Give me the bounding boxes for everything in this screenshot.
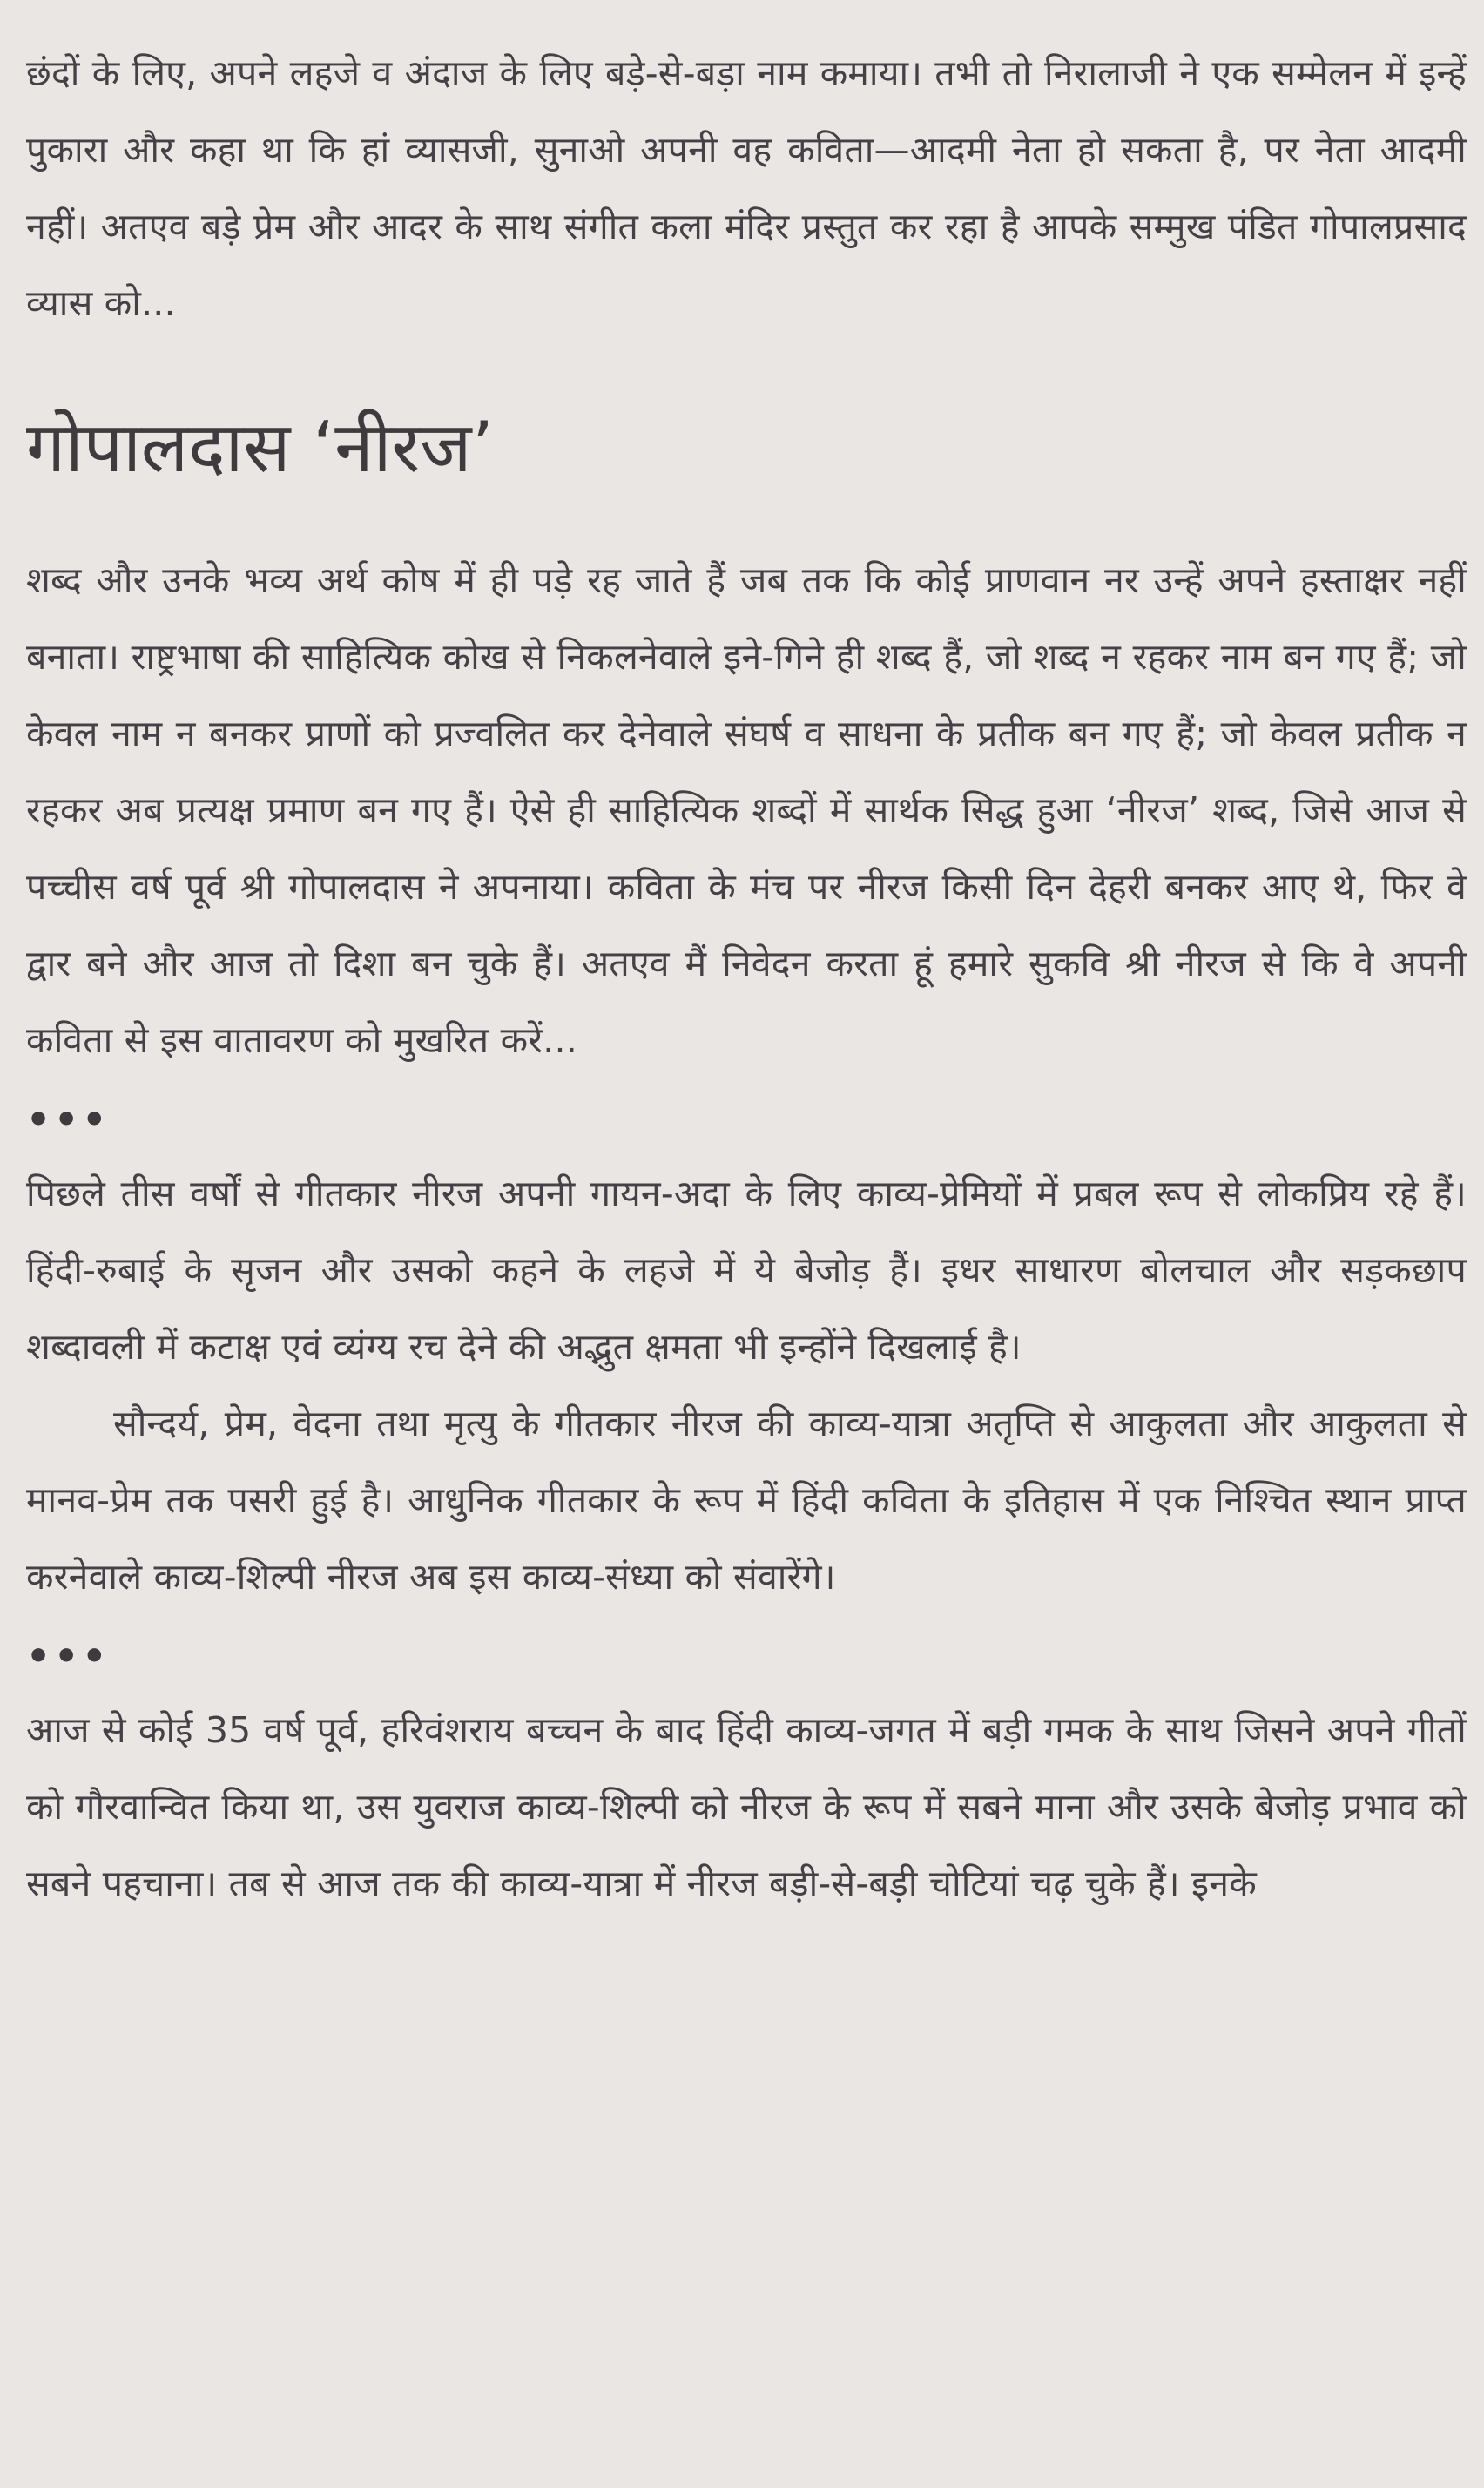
paragraph-neeraj-intro-1: शब्द और उनके भव्य अर्थ कोष में ही पड़े रह जाते हैं जब तक कि कोई प्राणवान नर उन्हें अपने हस्ताक्षर नहीं बनाता। राष्ट्रभाषा की साहित्यिक कोख से निकलनेवाले इने-गिने ही शब्द हैं, जो शब्द न रहकर नाम बन गए हैं; जो केवल नाम न बनकर प्राणों को प्रज्वलित कर देनेवाले संघर्ष व साधना के प्रतीक बन गए हैं; जो केवल प्रतीक न रहकर अब प्रत्यक्ष प्रमाण बन गए हैं। ऐसे ही साहित्यिक शब्दों में सार्थक सिद्ध हुआ ‘नीरज’ शब्द, जिसे आज से पच्चीस वर्ष पूर्व श्री गोपालदास ने अपनाया। कविता के मंच पर नीरज किसी दिन देहरी बनकर आए थे, फिर वे द्वार बने और आज तो दिशा बन चुके हैं। अतएव मैं निवेदन करता हूं हमारे सुकवि श्री नीरज से कि वे अपनी कविता से इस वातावरण को मुखरित करें... <box>26 559 1467 1061</box>
section-separator-2: ••• <box>26 1634 111 1679</box>
paragraph-neeraj-intro-2a: पिछले तीस वर्षों से गीतकार नीरज अपनी गायन-अदा के लिए काव्य-प्रेमियों में प्रबल रूप से लोकप्रिय रहे हैं। हिंदी-रुबाई के सृजन और उसको कहने के लहजे में ये बेजोड़ हैं। इधर साधारण बोलचाल और सड़कछाप शब्दावली में कटाक्ष एवं व्यंग्य रच देने की अद्भुत क्षमता भी इन्होंने दिखलाई है। <box>26 1173 1467 1368</box>
paragraph-neeraj-intro-3: आज से कोई 35 वर्ष पूर्व, हरिवंशराय बच्चन के बाद हिंदी काव्य-जगत में बड़ी गमक के साथ जिसने अपने गीतों को गौरवान्वित किया था, उस युवराज काव्य-शिल्पी को नीरज के रूप में सबने माना और उसके बेजोड़ प्रभाव को सबने पहचाना। तब से आज तक की काव्य-यात्रा में नीरज बड़ी-से-बड़ी चोटियां चढ़ चुके हैं। इनके <box>26 1709 1467 1904</box>
paragraph-neeraj-intro-2b: सौन्दर्य, प्रेम, वेदना तथा मृत्यु के गीतकार नीरज की काव्य-यात्रा अतृप्ति से आकुलता और आकुलता से मानव-प्रेम तक पसरी हुई है। आधुनिक गीतकार के रूप में हिंदी कविता के इतिहास में एक निश्चित स्थान प्राप्त करनेवाले काव्य-शिल्पी नीरज अब इस काव्य-संध्या को संवारेंगे। <box>26 1403 1467 1598</box>
section-separator-1: ••• <box>26 1098 111 1142</box>
section-heading-neeraj: गोपालदास ‘नीरज’ <box>26 407 494 488</box>
paragraph-vyas-intro-end: छंदों के लिए, अपने लहजे व अंदाज के लिए बड़े-से-बड़ा नाम कमाया। तभी तो निरालाजी ने एक सम्मेलन में इन्हें पुकारा और कहा था कि हां व्यासजी, सुनाओ अपनी वह कविता—आदमी नेता हो सकता है, पर नेता आदमी नहीं। अतएव बड़े प्रेम और आदर के साथ संगीत कला मंदिर प्रस्तुत कर रहा है आपके सम्मुख पंडित गोपालप्रसाद व्यास को... <box>26 52 1467 324</box>
